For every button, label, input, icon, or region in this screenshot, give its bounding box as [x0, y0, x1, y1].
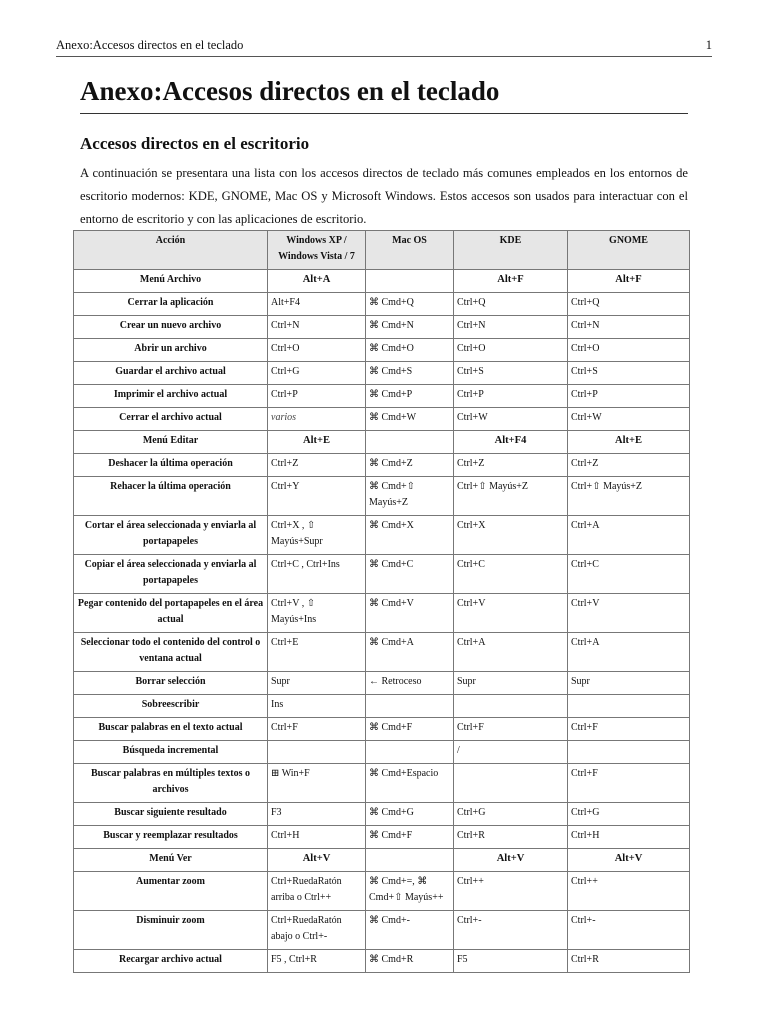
macos-shortcut-cell: [366, 741, 454, 764]
menu-row: [74, 849, 690, 872]
windows-shortcut-cell: Ctrl+P: [268, 385, 366, 408]
page-title: Anexo:Accesos directos en el teclado: [80, 76, 688, 114]
kde-shortcut-cell: Ctrl+A: [454, 633, 568, 672]
action-cell: Buscar siguiente resultado: [74, 803, 268, 826]
action-cell: Aumentar zoom: [74, 872, 268, 911]
macos-shortcut-cell: ⌘ Cmd+Z: [366, 454, 454, 477]
macos-shortcut-cell: ⌘ Cmd+C: [366, 555, 454, 594]
kde-shortcut-cell: Ctrl+Z: [454, 454, 568, 477]
gnome-shortcut-cell: Ctrl+Q: [568, 293, 690, 316]
shortcuts-table: [73, 230, 690, 973]
windows-shortcut-cell: [268, 741, 366, 764]
kde-shortcut-cell: Ctrl+F: [454, 718, 568, 741]
macos-shortcut-cell: ⌘ Cmd+Espacio: [366, 764, 454, 803]
action-cell: Deshacer la última operación: [74, 454, 268, 477]
macos-shortcut-cell: ⌘ Cmd+X: [366, 516, 454, 555]
action-cell: Buscar palabras en múltiples textos o archivos: [74, 764, 268, 803]
windows-shortcut-cell: Ctrl+C , Ctrl+Ins: [268, 555, 366, 594]
gnome-shortcut-cell: Ctrl+V: [568, 594, 690, 633]
kde-shortcut-cell: Supr: [454, 672, 568, 695]
col-header-macos: Mac OS: [366, 231, 454, 270]
table-row: [74, 695, 690, 718]
gnome-shortcut-cell: [568, 695, 690, 718]
action-cell: Disminuir zoom: [74, 911, 268, 950]
table-row: [74, 362, 690, 385]
table-row: [74, 555, 690, 594]
windows-shortcut-cell: Alt+V: [268, 849, 366, 872]
col-header-gnome: GNOME: [568, 231, 690, 270]
macos-shortcut-cell: ← Retroceso: [366, 672, 454, 695]
macos-shortcut-cell: [366, 270, 454, 293]
kde-shortcut-cell: Ctrl+X: [454, 516, 568, 555]
menu-row: [74, 431, 690, 454]
gnome-shortcut-cell: Ctrl+O: [568, 339, 690, 362]
kde-shortcut-cell: Alt+F: [454, 270, 568, 293]
header-row: [74, 231, 690, 270]
action-cell: Cortar el área seleccionada y enviarla al portapapeles: [74, 516, 268, 555]
gnome-shortcut-cell: [568, 741, 690, 764]
kde-shortcut-cell: Alt+F4: [454, 431, 568, 454]
macos-shortcut-cell: ⌘ Cmd+-: [366, 911, 454, 950]
kde-shortcut-cell: Ctrl+N: [454, 316, 568, 339]
kde-shortcut-cell: Ctrl+W: [454, 408, 568, 431]
table-row: [74, 477, 690, 516]
gnome-shortcut-cell: Ctrl+S: [568, 362, 690, 385]
gnome-shortcut-cell: Alt+F: [568, 270, 690, 293]
table-row: [74, 672, 690, 695]
gnome-shortcut-cell: Ctrl+R: [568, 950, 690, 973]
table-row: [74, 872, 690, 911]
section-title: Accesos directos en el escritorio: [80, 134, 310, 153]
windows-shortcut-cell: Ctrl+F: [268, 718, 366, 741]
table-row: [74, 516, 690, 555]
gnome-shortcut-cell: Ctrl+F: [568, 764, 690, 803]
col-header-windows: Windows XP / Windows Vista / 7: [268, 231, 366, 270]
table-row: [74, 741, 690, 764]
windows-shortcut-cell: Ctrl+H: [268, 826, 366, 849]
gnome-shortcut-cell: Supr: [568, 672, 690, 695]
gnome-shortcut-cell: Ctrl+Z: [568, 454, 690, 477]
macos-shortcut-cell: [366, 849, 454, 872]
kde-shortcut-cell: Ctrl+C: [454, 555, 568, 594]
macos-shortcut-cell: ⌘ Cmd+⇧ Mayús+Z: [366, 477, 454, 516]
action-cell: Borrar selección: [74, 672, 268, 695]
intro-paragraph: A continuación se presentara una lista con los accesos directos de teclado más comunes empleados en los entornos de escritorio modernos: KDE, GNOME, Mac OS y Microsoft Windows. Estos accesos son usados para interactuar con el entorno de escritorio y con las aplicaciones de escritorio.: [80, 166, 688, 226]
menu-row: [74, 270, 690, 293]
action-cell: Guardar el archivo actual: [74, 362, 268, 385]
macos-shortcut-cell: ⌘ Cmd+G: [366, 803, 454, 826]
macos-shortcut-cell: [366, 695, 454, 718]
action-cell: Crear un nuevo archivo: [74, 316, 268, 339]
windows-shortcut-cell: Ins: [268, 695, 366, 718]
windows-shortcut-cell: varios: [268, 408, 366, 431]
kde-shortcut-cell: Alt+V: [454, 849, 568, 872]
running-header: [56, 38, 712, 57]
kde-shortcut-cell: Ctrl++: [454, 872, 568, 911]
gnome-shortcut-cell: Ctrl+C: [568, 555, 690, 594]
table-row: [74, 293, 690, 316]
table-row: [74, 408, 690, 431]
action-cell: Copiar el área seleccionada y enviarla al portapapeles: [74, 555, 268, 594]
gnome-shortcut-cell: Alt+V: [568, 849, 690, 872]
windows-shortcut-cell: Ctrl+N: [268, 316, 366, 339]
windows-shortcut-cell: Ctrl+X , ⇧ Mayús+Supr: [268, 516, 366, 555]
action-cell: Sobreescribir: [74, 695, 268, 718]
gnome-shortcut-cell: Ctrl+W: [568, 408, 690, 431]
windows-shortcut-cell: F3: [268, 803, 366, 826]
kde-shortcut-cell: Ctrl+-: [454, 911, 568, 950]
gnome-shortcut-cell: Ctrl+H: [568, 826, 690, 849]
table-row: [74, 633, 690, 672]
table-row: [74, 316, 690, 339]
macos-shortcut-cell: [366, 431, 454, 454]
table-header: [74, 231, 690, 270]
gnome-shortcut-cell: Alt+E: [568, 431, 690, 454]
windows-shortcut-cell: Ctrl+G: [268, 362, 366, 385]
action-cell: Búsqueda incremental: [74, 741, 268, 764]
action-cell: Buscar palabras en el texto actual: [74, 718, 268, 741]
action-cell: Menú Editar: [74, 431, 268, 454]
windows-shortcut-cell: F5 , Ctrl+R: [268, 950, 366, 973]
macos-shortcut-cell: ⌘ Cmd+=, ⌘ Cmd+⇧ Mayús++: [366, 872, 454, 911]
macos-shortcut-cell: ⌘ Cmd+N: [366, 316, 454, 339]
kde-shortcut-cell: Ctrl+Q: [454, 293, 568, 316]
gnome-shortcut-cell: Ctrl+F: [568, 718, 690, 741]
table-row: [74, 764, 690, 803]
macos-shortcut-cell: ⌘ Cmd+O: [366, 339, 454, 362]
windows-shortcut-cell: Alt+E: [268, 431, 366, 454]
macos-shortcut-cell: ⌘ Cmd+Q: [366, 293, 454, 316]
action-cell: Seleccionar todo el contenido del control o ventana actual: [74, 633, 268, 672]
gnome-shortcut-cell: Ctrl+A: [568, 516, 690, 555]
macos-shortcut-cell: ⌘ Cmd+R: [366, 950, 454, 973]
action-cell: Cerrar la aplicación: [74, 293, 268, 316]
table-body: [74, 270, 690, 973]
action-cell: Menú Archivo: [74, 270, 268, 293]
gnome-shortcut-cell: Ctrl+P: [568, 385, 690, 408]
gnome-shortcut-cell: Ctrl+A: [568, 633, 690, 672]
windows-shortcut-cell: Ctrl+E: [268, 633, 366, 672]
table-row: [74, 454, 690, 477]
macos-shortcut-cell: ⌘ Cmd+W: [366, 408, 454, 431]
macos-shortcut-cell: ⌘ Cmd+S: [366, 362, 454, 385]
action-cell: Abrir un archivo: [74, 339, 268, 362]
table-row: [74, 385, 690, 408]
page-number: 1: [705, 38, 712, 52]
col-header-accion: Acción: [74, 231, 268, 270]
kde-shortcut-cell: Ctrl+S: [454, 362, 568, 385]
gnome-shortcut-cell: Ctrl+⇧ Mayús+Z: [568, 477, 690, 516]
table-row: [74, 826, 690, 849]
running-header-title: Anexo:Accesos directos en el teclado: [56, 38, 244, 52]
action-cell: Rehacer la última operación: [74, 477, 268, 516]
gnome-shortcut-cell: Ctrl++: [568, 872, 690, 911]
macos-shortcut-cell: ⌘ Cmd+A: [366, 633, 454, 672]
table-row: [74, 950, 690, 973]
gnome-shortcut-cell: Ctrl+G: [568, 803, 690, 826]
windows-shortcut-cell: Supr: [268, 672, 366, 695]
windows-shortcut-cell: Ctrl+RuedaRatón abajo o Ctrl+-: [268, 911, 366, 950]
macos-shortcut-cell: ⌘ Cmd+F: [366, 826, 454, 849]
windows-shortcut-cell: Alt+F4: [268, 293, 366, 316]
col-header-kde: KDE: [454, 231, 568, 270]
windows-shortcut-cell: Ctrl+O: [268, 339, 366, 362]
windows-shortcut-cell: Alt+A: [268, 270, 366, 293]
kde-shortcut-cell: F5: [454, 950, 568, 973]
kde-shortcut-cell: Ctrl+P: [454, 385, 568, 408]
kde-shortcut-cell: Ctrl+⇧ Mayús+Z: [454, 477, 568, 516]
windows-shortcut-cell: Ctrl+Y: [268, 477, 366, 516]
table-row: [74, 803, 690, 826]
kde-shortcut-cell: [454, 764, 568, 803]
kde-shortcut-cell: Ctrl+O: [454, 339, 568, 362]
action-cell: Buscar y reemplazar resultados: [74, 826, 268, 849]
table-row: [74, 594, 690, 633]
macos-shortcut-cell: ⌘ Cmd+F: [366, 718, 454, 741]
table-row: [74, 339, 690, 362]
action-cell: Menú Ver: [74, 849, 268, 872]
macos-shortcut-cell: ⌘ Cmd+P: [366, 385, 454, 408]
windows-shortcut-cell: Ctrl+Z: [268, 454, 366, 477]
action-cell: Imprimir el archivo actual: [74, 385, 268, 408]
gnome-shortcut-cell: Ctrl+-: [568, 911, 690, 950]
macos-shortcut-cell: ⌘ Cmd+V: [366, 594, 454, 633]
action-cell: Cerrar el archivo actual: [74, 408, 268, 431]
table-row: [74, 718, 690, 741]
kde-shortcut-cell: Ctrl+V: [454, 594, 568, 633]
action-cell: Recargar archivo actual: [74, 950, 268, 973]
kde-shortcut-cell: Ctrl+G: [454, 803, 568, 826]
kde-shortcut-cell: /: [454, 741, 568, 764]
gnome-shortcut-cell: Ctrl+N: [568, 316, 690, 339]
table-row: [74, 911, 690, 950]
windows-shortcut-cell: Ctrl+RuedaRatón arriba o Ctrl++: [268, 872, 366, 911]
action-cell: Pegar contenido del portapapeles en el área actual: [74, 594, 268, 633]
kde-shortcut-cell: Ctrl+R: [454, 826, 568, 849]
windows-shortcut-cell: ⊞ Win+F: [268, 764, 366, 803]
windows-shortcut-cell: Ctrl+V , ⇧ Mayús+Ins: [268, 594, 366, 633]
kde-shortcut-cell: [454, 695, 568, 718]
